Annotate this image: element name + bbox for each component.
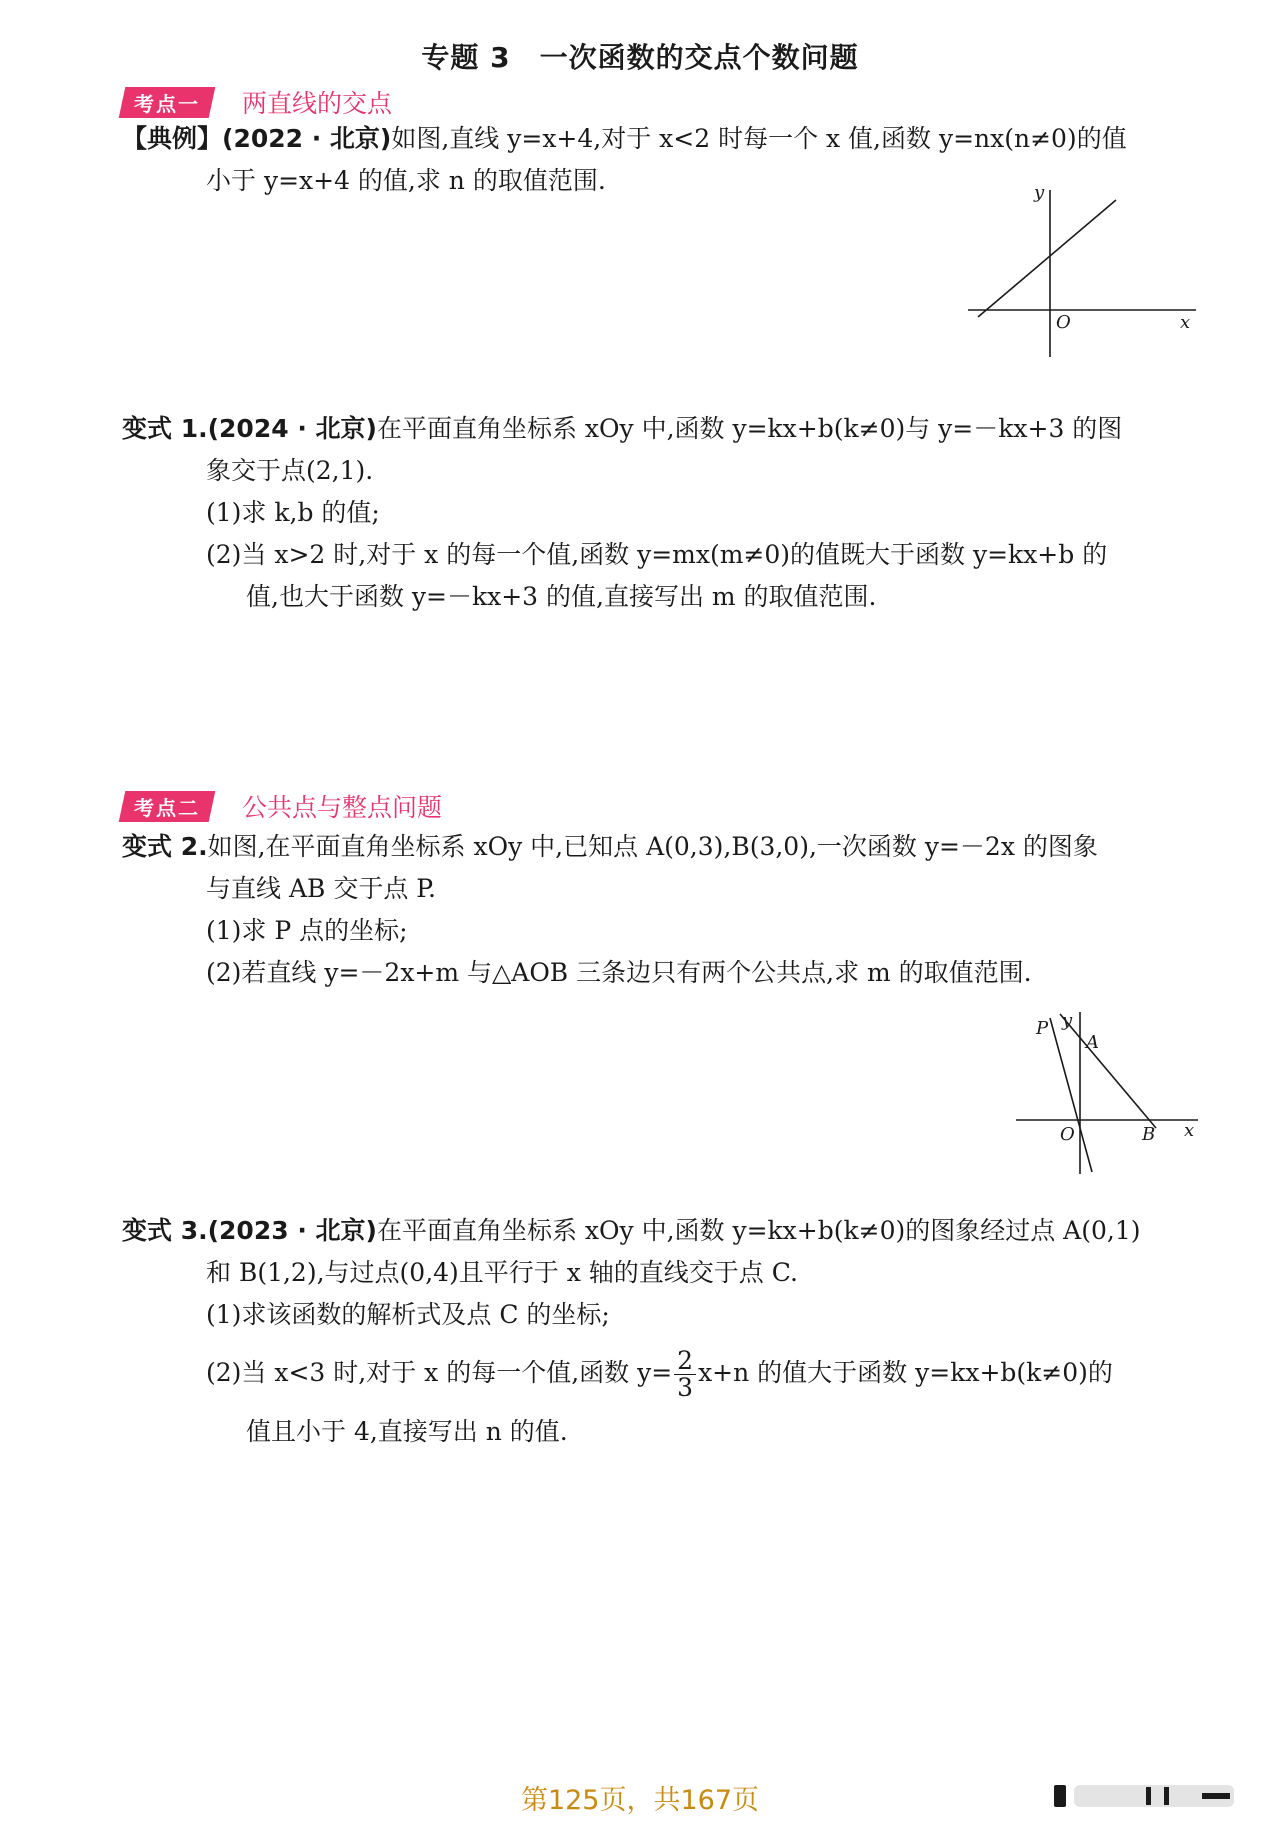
variant-1-q2b: 值,也大于函数 y=－kx+3 的值,直接写出 m 的取值范围. bbox=[246, 582, 877, 611]
figure-1 bbox=[968, 182, 1208, 361]
section-tag-2: 考点二 bbox=[119, 791, 216, 822]
variant-3-problem bbox=[122, 1210, 1212, 1453]
variant-2-q2: (2)若直线 y=－2x+m 与△AOB 三条边只有两个公共点,求 m 的取值范围. bbox=[206, 958, 1032, 987]
fig2-point-b-label: B bbox=[1142, 1124, 1156, 1145]
fig2-point-a-label: A bbox=[1086, 1032, 1099, 1053]
fraction-numerator: 2 bbox=[674, 1348, 696, 1375]
section-header-2 bbox=[122, 790, 442, 822]
variant-1-problem bbox=[122, 408, 1212, 618]
variant-3-q2 bbox=[122, 1348, 1212, 1401]
page-counter: 第125页，共167页 bbox=[520, 1785, 760, 1816]
variant-2-line-2: 与直线 AB 交于点 P. bbox=[206, 874, 436, 903]
variant-3-q1: (1)求该函数的解析式及点 C 的坐标; bbox=[206, 1300, 610, 1329]
fig1-y-label: y bbox=[1034, 182, 1045, 203]
figure-2 bbox=[1016, 1004, 1206, 1178]
variant-3-label: 变式 3. bbox=[122, 1216, 208, 1245]
fig1-origin-label: O bbox=[1056, 312, 1071, 333]
watermark-icon bbox=[1054, 1781, 1244, 1811]
figure-1-graph bbox=[968, 182, 1208, 357]
fraction-two-thirds bbox=[674, 1348, 696, 1401]
example-line-2: 小于 y=x+4 的值,求 n 的取值范围. bbox=[206, 166, 606, 195]
variant-2-label: 变式 2. bbox=[122, 832, 208, 861]
figure-2-graph bbox=[1016, 1004, 1206, 1174]
section-header-1 bbox=[122, 86, 392, 118]
variant-2-line-1: 如图,在平面直角坐标系 xOy 中,已知点 A(0,3),B(3,0),一次函数 y=－2x 的图象 bbox=[207, 832, 1098, 861]
example-label: 【典例】 bbox=[122, 124, 223, 153]
section-tag-1: 考点一 bbox=[119, 87, 216, 118]
variant-1-q1: (1)求 k,b 的值; bbox=[206, 498, 380, 527]
variant-1-label: 变式 1. bbox=[122, 414, 208, 443]
variant-2-problem bbox=[122, 826, 1212, 994]
fig2-origin-label: O bbox=[1060, 1124, 1075, 1145]
variant-1-line-1: 在平面直角坐标系 xOy 中,函数 y=kx+b(k≠0)与 y=－kx+3 的图 bbox=[376, 414, 1123, 443]
variant-2-q1: (1)求 P 点的坐标; bbox=[206, 916, 408, 945]
fig1-x-label: x bbox=[1180, 312, 1191, 333]
variant-3-line-2: 和 B(1,2),与过点(0,4)且平行于 x 轴的直线交于点 C. bbox=[206, 1258, 798, 1287]
variant-3-q2b: 值且小于 4,直接写出 n 的值. bbox=[246, 1417, 568, 1446]
section-title-1: 两直线的交点 bbox=[242, 89, 393, 118]
fig1-line bbox=[978, 200, 1116, 317]
variant-3-q2-post: x+n 的值大于函数 y=kx+b(k≠0)的 bbox=[698, 1358, 1113, 1387]
section-title-2: 公共点与整点问题 bbox=[242, 793, 443, 822]
page-title: 专题 3 一次函数的交点个数问题 bbox=[421, 41, 859, 74]
example-source: (2022 · 北京) bbox=[222, 124, 392, 153]
example-line-1: 如图,直线 y=x+4,对于 x<2 时每一个 x 值,函数 y=nx(n≠0)的值 bbox=[391, 124, 1127, 153]
fraction-denominator: 3 bbox=[677, 1373, 694, 1402]
variant-1-q2a: (2)当 x>2 时,对于 x 的每一个值,函数 y=mx(m≠0)的值既大于函数 y=kx+b 的 bbox=[206, 540, 1108, 569]
variant-1-line-2: 象交于点(2,1). bbox=[206, 456, 374, 485]
variant-3-q2-pre: (2)当 x<3 时,对于 x 的每一个值,函数 y= bbox=[206, 1358, 673, 1387]
fig2-x-label: x bbox=[1184, 1120, 1195, 1141]
variant-3-source: (2023 · 北京) bbox=[207, 1216, 377, 1245]
variant-1-source: (2024 · 北京) bbox=[207, 414, 377, 443]
variant-3-line-1: 在平面直角坐标系 xOy 中,函数 y=kx+b(k≠0)的图象经过点 A(0,1) bbox=[376, 1216, 1141, 1245]
fig2-point-p-label: P bbox=[1036, 1018, 1049, 1039]
fig2-line-ab bbox=[1060, 1014, 1156, 1128]
fig2-y-label: y bbox=[1062, 1010, 1073, 1031]
